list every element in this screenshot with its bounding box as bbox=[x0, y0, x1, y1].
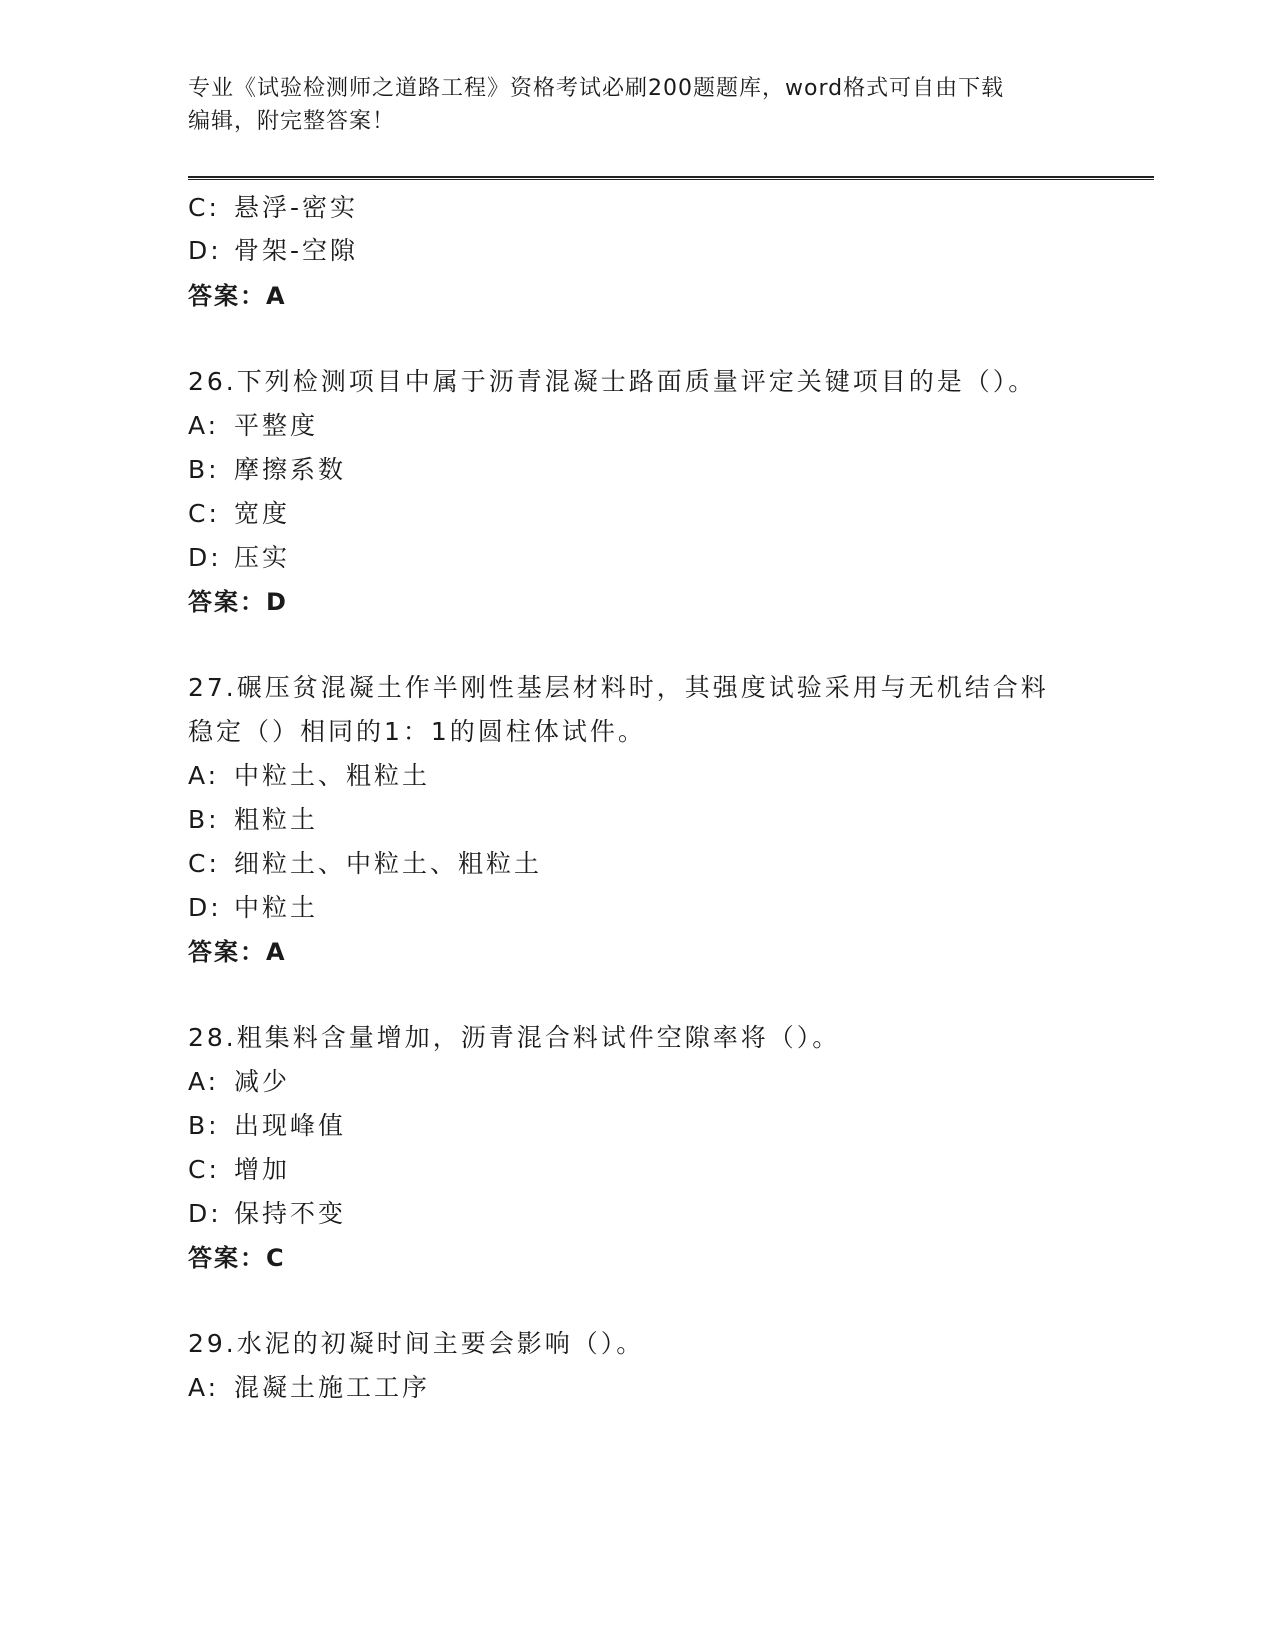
option-c: C: 增加 bbox=[188, 1155, 291, 1184]
option-a: A: 中粒土、粗粒土 bbox=[188, 761, 431, 790]
option-a: A: 混凝土施工工序 bbox=[188, 1373, 431, 1402]
document-header bbox=[188, 72, 1088, 138]
option-b: B: 粗粒土 bbox=[188, 805, 319, 834]
header-line-2: 编辑，附完整答案！ bbox=[188, 109, 396, 134]
answer-label: 答案：A bbox=[188, 282, 287, 310]
option-a: A: 平整度 bbox=[188, 411, 319, 440]
option-c: C: 宽度 bbox=[188, 499, 291, 528]
question-27-stem-line-1: 27.碾压贫混凝土作半刚性基层材料时，其强度试验采用与无机结合料 bbox=[188, 673, 1049, 702]
answer-label: 答案：D bbox=[188, 588, 288, 616]
option-b: B: 出现峰值 bbox=[188, 1111, 347, 1140]
question-28-stem: 28.粗集料含量增加，沥青混合料试件空隙率将（）。 bbox=[188, 1023, 841, 1052]
option-d: D: 中粒土 bbox=[188, 893, 319, 922]
option-b: B: 摩擦系数 bbox=[188, 455, 347, 484]
question-27-stem-line-2: 稳定（）相同的1：1的圆柱体试件。 bbox=[188, 717, 646, 746]
header-divider bbox=[188, 176, 1154, 180]
option-c: C: 细粒土、中粒土、粗粒土 bbox=[188, 849, 543, 878]
header-line-1: 专业《试验检测师之道路工程》资格考试必刷200题题库，word格式可自由下载 bbox=[188, 76, 1005, 101]
option-a: A: 减少 bbox=[188, 1067, 291, 1096]
option-c: C: 悬浮-密实 bbox=[188, 193, 359, 222]
option-d: D: 骨架-空隙 bbox=[188, 236, 359, 265]
answer-label: 答案：A bbox=[188, 938, 287, 966]
answer-label: 答案：C bbox=[188, 1244, 286, 1272]
question-26-stem: 26.下列检测项目中属于沥青混凝士路面质量评定关键项目的是（）。 bbox=[188, 367, 1037, 396]
question-29-stem: 29.水泥的初凝时间主要会影响（）。 bbox=[188, 1329, 645, 1358]
option-d: D: 压实 bbox=[188, 543, 291, 572]
option-d: D: 保持不变 bbox=[188, 1199, 347, 1228]
